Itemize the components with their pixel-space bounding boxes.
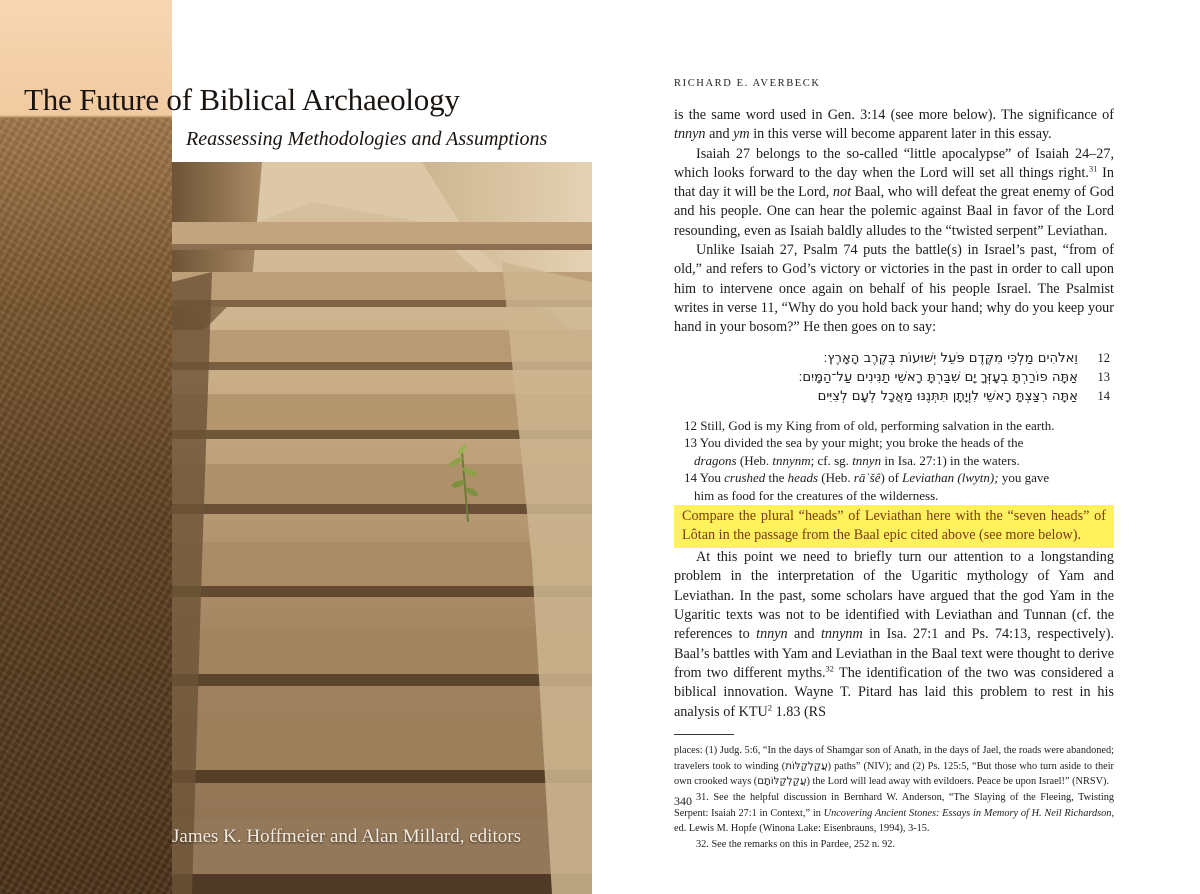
footnote-32: 32. See the remarks on this in Pardee, 252 n. 92.	[696, 839, 896, 851]
footnotes	[674, 743, 1114, 853]
footnote-continuation: places: (1) Judg. 5:6, “In the days of Shamgar son of Anath, in the days of Jael, the roads were abandoned; travelers took to winding (עֲקַלְקַלּוֹת) paths” (NIV); and (2) Ps. 125:5, “But those who turn aside to their own crooked ways (עֲקַלְקַלּוֹתָם) the Lord will lead away with evildoers. Peace be upon Israel!” (NRSV).	[674, 744, 1114, 788]
verse-13-cont: dragons (Heb. tnnynm; cf. sg. tnnyn in Isa. 27:1) in the waters.	[694, 452, 1020, 468]
cover-photo-stone-steps	[172, 162, 592, 894]
running-head: RICHARD E. AVERBECK	[674, 78, 821, 89]
english-translation	[674, 417, 1114, 505]
cover-editors: James K. Hoffmeier and Alan Millard, editors	[172, 826, 521, 847]
verse-14: 14 You crushed the heads (Heb. rāʾšê) of Leviathan (lwytn); you gave	[684, 470, 1050, 486]
footnote-rule	[674, 734, 734, 735]
verse-13: 13 You divided the sea by your might; you broke the heads of the	[684, 435, 1024, 451]
highlighted-passage[interactable]: Compare the plural “heads” of Leviathan here with the “seven heads” of Lôtan in the passage from the Baal epic cited above (see more below).	[674, 505, 1114, 549]
verse-14-cont: him as food for the creatures of the wilderness.	[694, 487, 939, 503]
footnote-ref-31[interactable]: 31	[1088, 163, 1098, 174]
page-number: 340	[674, 794, 692, 808]
hebrew-line: וֵאלֹהִים מַלְכִּי מִקֶּדֶם פֹּעֵל יְשׁוּעוֹת בְּקֶרֶב הָאָרֶץ׃ 12	[823, 350, 1110, 366]
page-body	[674, 106, 1114, 853]
cover-title: The Future of Biblical Archaeology	[24, 82, 460, 117]
hebrew-verses	[674, 349, 1114, 406]
paragraph-4: At this point we need to briefly turn our attention to a longstanding problem in the interpretation of the Ugaritic mythology of Yam and Leviathan. In the past, some scholars have argued that the god Yam in the Ugaritic texts was not to be identified with Leviathan and Tunnan (cf. the references to tnnyn and tnnynm in Isa. 27:1 and Ps. 74:13, respectively). Baal’s battles with Yam and Leviathan in the Baal text were thought to derive from two different myths.$^{32}$ The identification of the two was considered a biblical innovation. Wayne T. Pitard has laid this problem to rest in his analysis of KTU$^2$ 1.83 (RS	[674, 549, 1115, 720]
paragraph-1: is the same word used in Gen. 3:14 (see more below). The significance of tnnyn and ym in this verse will become apparent later in this essay.	[674, 107, 1114, 143]
stone-steps-illustration	[172, 162, 592, 894]
footnote-31: 31. See the helpful discussion in Bernhard W. Anderson, “The Slaying of the Fleeing, Twisting Serpent: Isaiah 27:1 in Context,” in Uncovering Ancient Stones: Essays in Memory of H. Neil Richardson, ed. Lewis M. Hopfe (Winona Lake: Eisenbrauns, 1994), 3-15.	[674, 791, 1115, 835]
paragraph-3: Unlike Isaiah 27, Psalm 74 puts the battle(s) in Israel’s past, “from of old,” and refers to God’s victory or victories in the past in order to call upon him to intervene once again on behalf of his people Israel. The Psalmist writes in verse 11, “Why do you hold back your hand; why do you keep your hand in your bosom?” He then goes on to say:	[674, 242, 1114, 336]
hebrew-line: אַתָּה פוֹרַרְתָּ בְעָזְּךָ יָם שִׁבַּרְתָּ רָאשֵׁי תַנִּינִים עַל־הַמָּיִם׃ 13	[798, 369, 1110, 385]
hebrew-line: אַתָּה רִצַּצְתָּ רָאשֵׁי לִוְיָתָן תִּתְּנֶנּוּ מַאֲכָל לְעָם לְצִיִּים 14	[817, 388, 1110, 404]
book-page	[592, 0, 1200, 894]
book-cover	[0, 0, 592, 894]
cover-subtitle: Reassessing Methodologies and Assumptions	[186, 128, 548, 150]
verse-12: 12 Still, God is my King from of old, performing salvation in the earth.	[684, 417, 1055, 433]
paragraph-2: Isaiah 27 belongs to the so-called “little apocalypse” of Isaiah 24–27, which looks forward to the day when the Lord will set all things right.$^{31}$ In that day it will be the Lord, not Baal, who will defeat the great enemy of God and his people. One can hear the polemic against Baal in favor of the Lord resounding, even as Isaiah baldly alludes to the “twisted serpent” Leviathan.	[674, 145, 1115, 239]
footnote-ref-32[interactable]: 32	[825, 663, 835, 674]
cover-stone-texture	[0, 118, 172, 894]
